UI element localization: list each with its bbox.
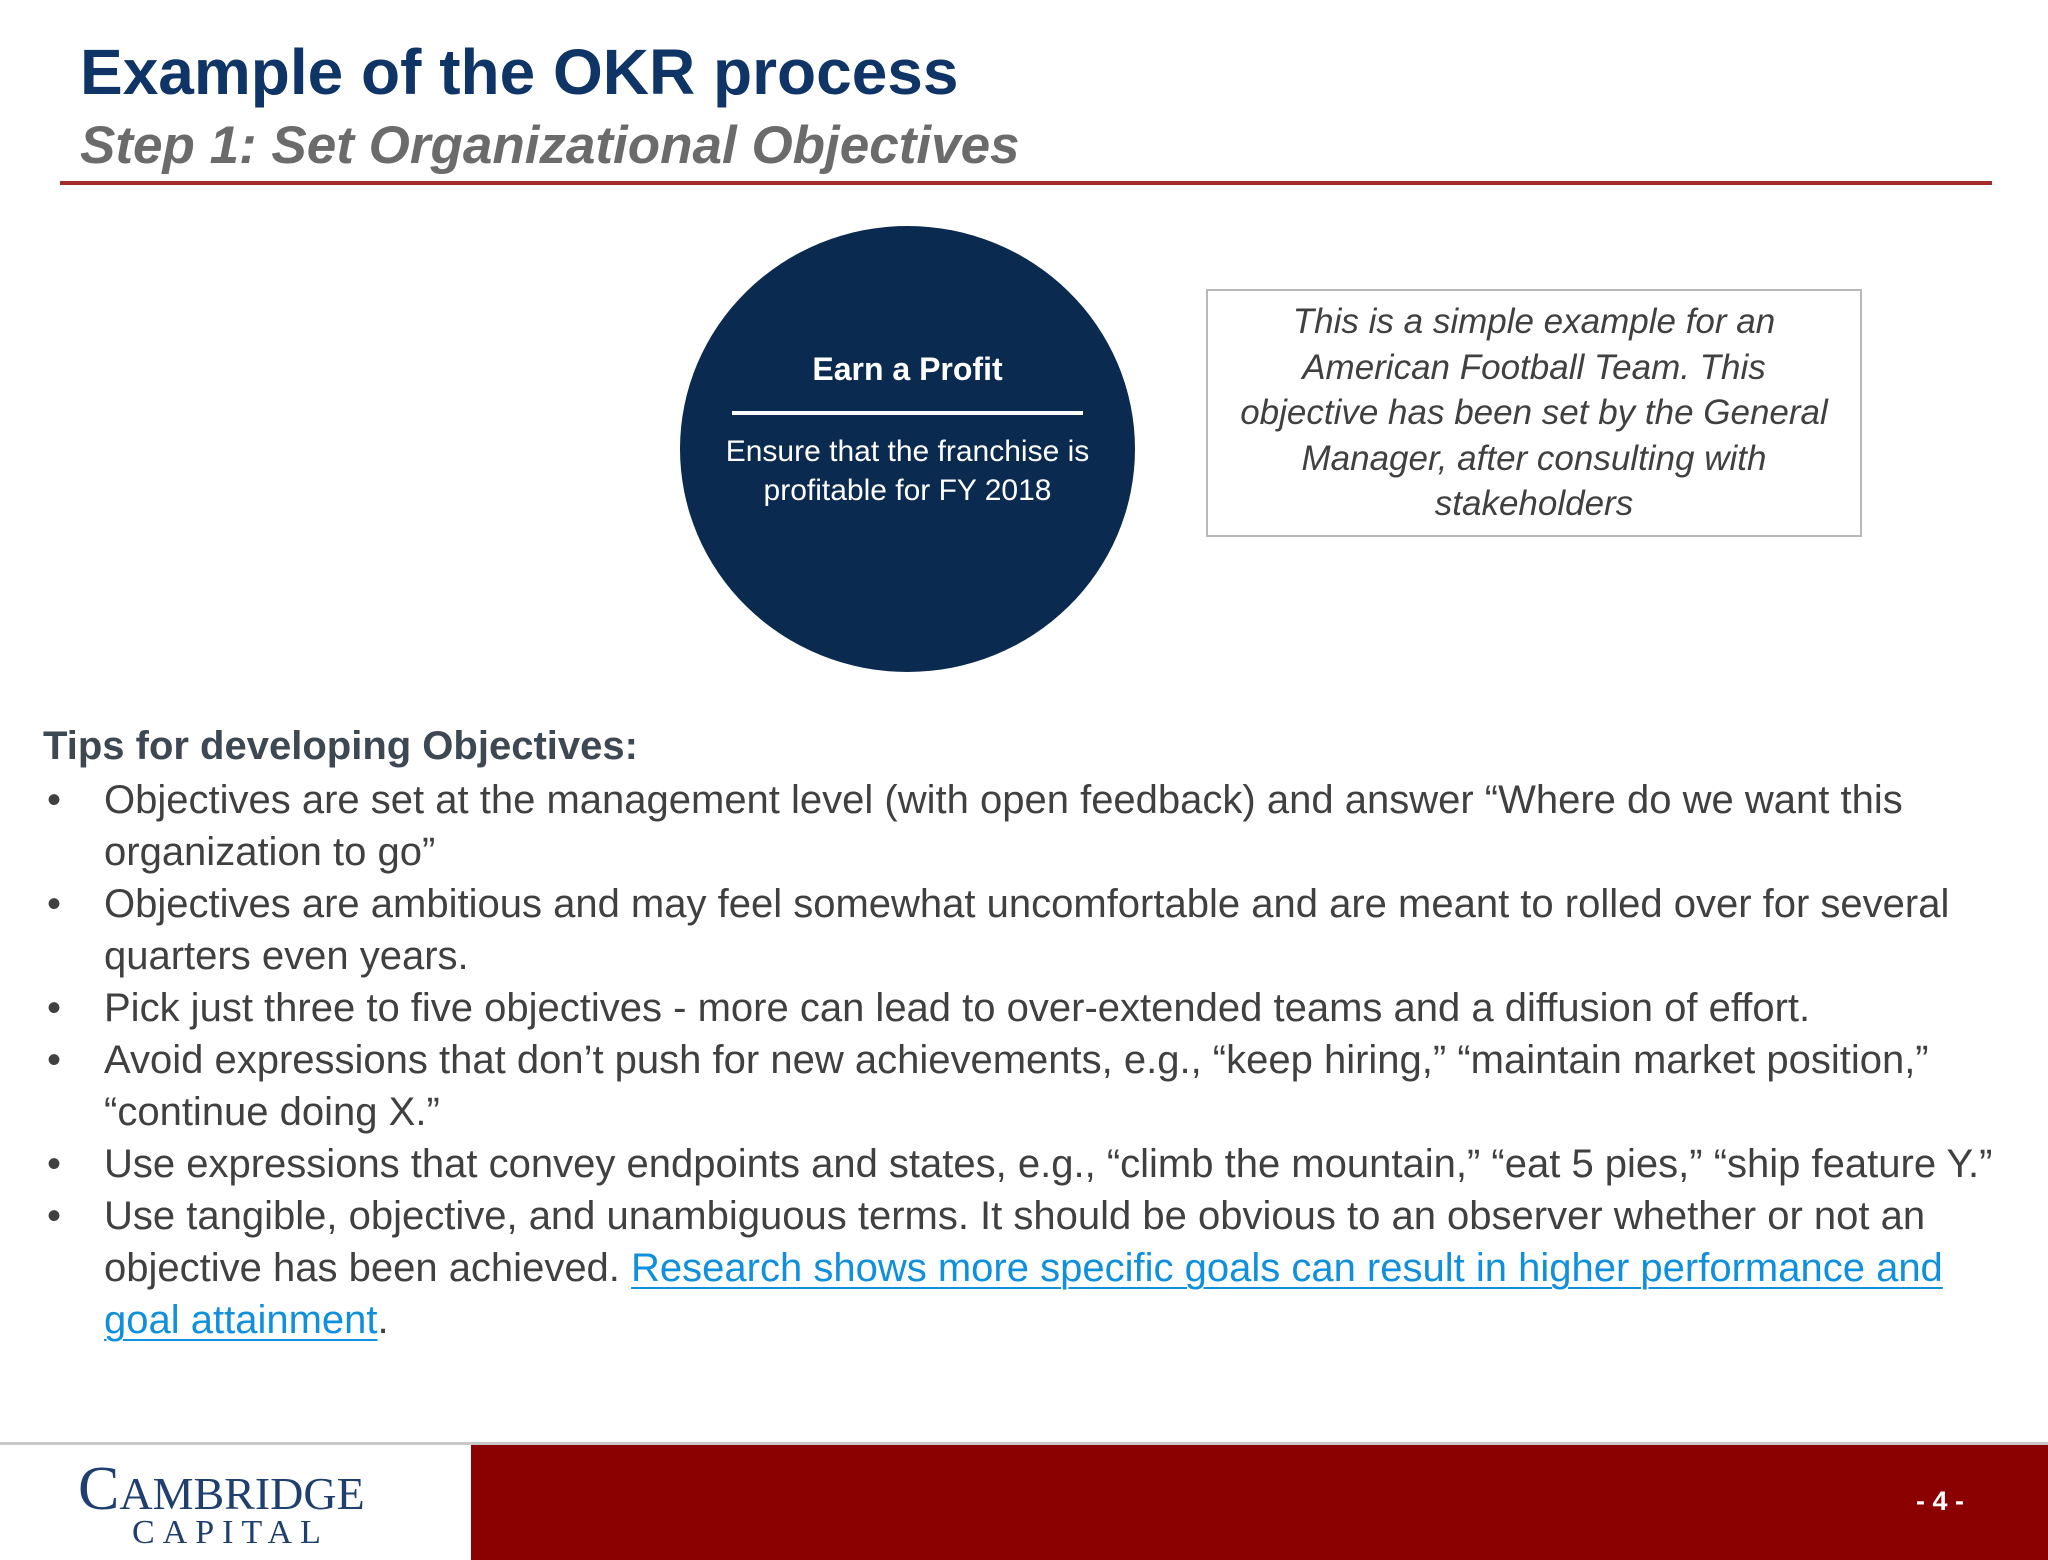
tip-item: [43, 1190, 2003, 1346]
objective-description: Ensure that the franchise is profitable for FY 2018: [725, 435, 1090, 507]
bullet-icon: •: [46, 882, 61, 926]
tips-heading: Tips for developing Objectives:: [43, 724, 638, 768]
tip-text: Objectives are ambitious and may feel somewhat uncomfortable and are meant to rolled over for several quarters even years.: [104, 882, 1950, 978]
tip-text: Use expressions that convey endpoints and states, e.g., “climb the mountain,” “eat 5 pies,” “ship feature Y.”: [104, 1142, 1993, 1186]
logo-initial: C: [78, 1455, 120, 1523]
example-note-text: This is a simple example for an American Football Team. This objective has been set by the General Manager, after consulting with stakeholders: [1240, 302, 1828, 524]
bullet-icon: •: [46, 778, 61, 822]
research-link[interactable]: Research shows more specific goals can result in higher performance and goal attainment: [104, 1246, 1943, 1342]
objective-circle: [680, 226, 1135, 672]
bullet-icon: •: [46, 1038, 61, 1082]
tip-text: Use tangible, objective, and unambiguous terms. It should be obvious to an observer whether or not an objective has been achieved.: [104, 1194, 1926, 1290]
cambridge-capital-logo: [0, 1445, 471, 1560]
title-divider: [60, 181, 1992, 185]
bullet-icon: •: [46, 1194, 61, 1238]
objective-title: Earn a Profit: [812, 351, 1003, 387]
tip-text: Pick just three to five objectives - more can lead to over-extended teams and a diffusion of effort.: [104, 986, 1811, 1030]
tip-item: [43, 878, 2003, 982]
logo-wordmark-top: [78, 1455, 365, 1523]
footer-bar: [471, 1445, 2048, 1560]
page-number: - 4 -: [1915, 1486, 1964, 1516]
objective-divider: [732, 411, 1083, 415]
bullet-icon: •: [46, 1142, 61, 1186]
tip-end-punctuation: .: [377, 1298, 389, 1342]
tip-item: [43, 1034, 2003, 1138]
example-note-box: [1206, 289, 1862, 537]
bullet-icon: •: [46, 986, 61, 1030]
logo-rest: AMBRIDGE: [119, 1468, 365, 1519]
tip-item: [43, 1138, 2003, 1190]
slide-subtitle: Step 1: Set Organizational Objectives: [80, 116, 1020, 175]
slide-title: Example of the OKR process: [80, 36, 959, 108]
tip-text: Objectives are set at the management level (with open feedback) and answer “Where do we want this organization to go”: [104, 778, 1903, 874]
tip-text: Avoid expressions that don’t push for new achievements, e.g., “keep hiring,” “maintain market position,” “continue doing X.”: [104, 1038, 1929, 1134]
logo-wordmark-bottom: CAPITAL: [132, 1514, 329, 1551]
tip-item: [43, 774, 2003, 878]
tip-item: [43, 982, 2003, 1034]
tips-list: [43, 774, 2003, 1346]
